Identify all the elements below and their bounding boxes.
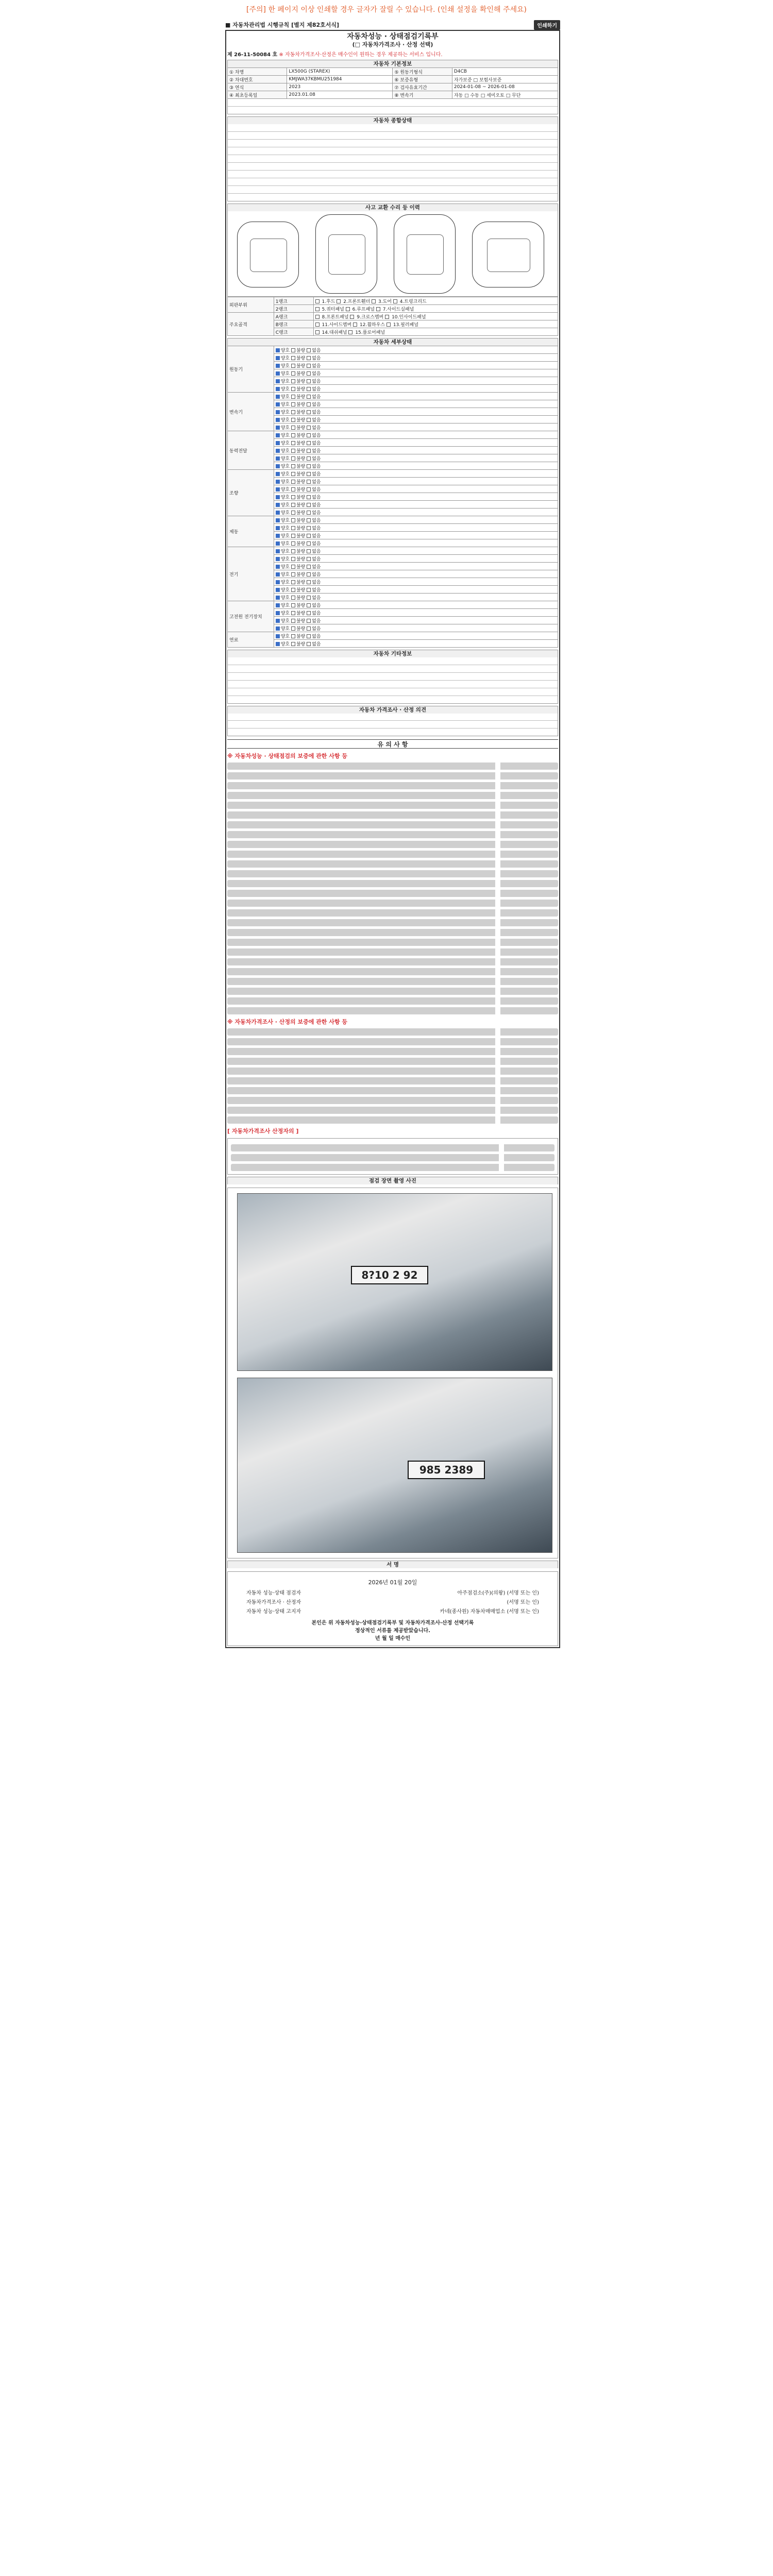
notice-line <box>227 900 558 907</box>
inspection-form <box>225 20 560 1642</box>
basic-info-value: KMJWA37KBMU251984 <box>287 76 393 83</box>
front-photo <box>237 1193 552 1371</box>
notice-line <box>227 997 558 1005</box>
basic-info-key: ④ 최초등록일 <box>228 91 287 99</box>
notice-line <box>227 880 558 887</box>
notice-line <box>227 762 558 770</box>
notice-line <box>227 1067 558 1075</box>
detail-row: 양호 불량 없음 <box>228 362 558 369</box>
detail-row: 양호 불량 없음 <box>228 555 558 563</box>
rank2-label: 2랭크 <box>274 305 313 313</box>
section-detail-status: 자동차 세부상태 <box>227 338 558 346</box>
section-other-info: 자동차 기타정보 <box>227 650 558 657</box>
notice-line <box>227 988 558 995</box>
detail-row: 양호 불량 없음 <box>228 400 558 408</box>
basic-info-key: ① 차명 <box>228 68 287 76</box>
detail-row: 양호 불량 없음 <box>228 408 558 416</box>
detail-row: 양호 불량 없음 <box>228 578 558 586</box>
buyer-confirm: 본인은 위 자동차성능·상태점검기록부 및 자동차가격조사·산정 선택기록 정상적인 서류를 제공받았습니다. 년 월 일 매수인 <box>311 1620 474 1642</box>
rank1-label: 1랭크 <box>274 297 313 305</box>
notice-body-inspection <box>227 762 558 1014</box>
notice-line <box>227 929 558 936</box>
notice-line <box>227 782 558 789</box>
form-header <box>225 20 560 30</box>
detail-row: 동력전달 양호 불량 없음 <box>228 431 558 439</box>
sign-rows <box>231 1587 554 1615</box>
notice-line <box>227 1116 558 1124</box>
sign-row: 자동차 성능·상태 고지자 카네(종사원) 자동차매매업소 (서명 또는 인) <box>246 1608 539 1615</box>
rank-b-label: B랭크 <box>274 320 313 328</box>
basic-info-extra-rows <box>227 99 558 114</box>
detail-row: 양호 불량 없음 <box>228 439 558 447</box>
detail-row: 양호 불량 없음 <box>228 416 558 423</box>
sign-row: 자동차 성능·상태 점검자 아주점검소(주)(의왕) (서명 또는 인) <box>246 1590 539 1596</box>
basic-info-value: 2024-01-08 ~ 2026-01-08 <box>452 83 558 91</box>
main-frame-label: 주요골격 <box>228 313 274 336</box>
form-number-line <box>227 50 558 58</box>
rear-plate: 985 2389 <box>408 1461 485 1479</box>
detail-row: 양호 불량 없음 <box>228 524 558 532</box>
basic-info-row <box>228 83 558 91</box>
detail-row: 양호 불량 없음 <box>228 624 558 632</box>
basic-info-value: 2023 <box>287 83 393 91</box>
detail-group-label: 조향 <box>228 470 274 516</box>
warning-banner: [주의] 한 페이지 이상 인쇄할 경우 글자가 잘릴 수 있습니다. (인쇄 설정을 확인해 주세요) <box>246 6 527 14</box>
notice-body-price <box>227 1028 558 1124</box>
outer-panel-label: 외판부위 <box>228 297 274 313</box>
detail-row: 양호 불량 없음 <box>228 385 558 393</box>
detail-row: 양호 불량 없음 <box>228 369 558 377</box>
other-info-table <box>227 657 558 704</box>
rank-c-label: C랭크 <box>274 328 313 336</box>
notice-line <box>227 919 558 926</box>
basic-info-value: D4CB <box>452 68 558 76</box>
detail-row: 양호 불량 없음 <box>228 563 558 570</box>
notice-line <box>227 958 558 965</box>
form-number: 제 26-11-50084 호 <box>227 52 278 58</box>
basic-info-key: ② 차대번호 <box>228 76 287 83</box>
notice-line <box>227 968 558 975</box>
basic-info-value: 2023.01.08 <box>287 91 393 99</box>
detail-status-table <box>227 346 558 648</box>
detail-row: 양호 불량 없음 <box>228 462 558 470</box>
notice-line <box>227 948 558 956</box>
notice-line <box>227 1028 558 1036</box>
general-status-table <box>227 124 558 201</box>
detail-group-label: 변속기 <box>228 393 274 431</box>
notice-line <box>227 841 558 848</box>
notice-title-inspection: ※ 자동차성능 · 상태점검의 보증에 관한 사항 등 <box>227 753 347 760</box>
detail-row: 양호 불량 없음 <box>228 509 558 516</box>
detail-row: 조향 양호 불량 없음 <box>228 470 558 478</box>
form-title-block <box>227 32 558 48</box>
detail-row: 양호 불량 없음 <box>228 594 558 601</box>
rear-photo <box>237 1378 552 1553</box>
section-basic-info: 자동차 기본정보 <box>227 60 558 67</box>
car-frame-view <box>394 214 456 294</box>
detail-row: 양호 불량 없음 <box>228 354 558 362</box>
detail-row: 양호 불량 없음 <box>228 493 558 501</box>
section-photos: 점검 장면 촬영 사진 <box>227 1177 558 1184</box>
detail-row: 전기 양호 불량 없음 <box>228 547 558 555</box>
detail-group-label: 제동 <box>228 516 274 547</box>
detail-row: 양호 불량 없음 <box>228 501 558 509</box>
notice-line <box>227 870 558 877</box>
inspection-photos <box>227 1188 558 1558</box>
basic-info-table <box>227 67 558 99</box>
detail-row: 제동 양호 불량 없음 <box>228 516 558 524</box>
notice-line <box>227 1107 558 1114</box>
detail-row: 고전원 전기장치 양호 불량 없음 <box>228 601 558 609</box>
basic-info-row <box>228 91 558 99</box>
basic-info-key: ⑤ 원동기형식 <box>393 68 452 76</box>
print-button[interactable]: 인쇄하기 <box>534 20 560 30</box>
notice-line <box>227 978 558 985</box>
notice-line <box>227 802 558 809</box>
basic-info-key: ③ 연식 <box>228 83 287 91</box>
section-general-status: 자동차 종합상태 <box>227 116 558 124</box>
basic-info-key: ⑦ 검사유효기간 <box>393 83 452 91</box>
rank-a-label: A랭크 <box>274 313 313 320</box>
form-frame <box>225 30 560 1648</box>
sign-row: 자동차가격조사 · 산정자 (서명 또는 인) <box>246 1599 539 1605</box>
basic-info-key: ⑧ 변속기 <box>393 91 452 99</box>
price-service-note: ※ 자동차가격조사·산정은 매수인이 원하는 경우 제공하는 서비스 입니다. <box>279 52 443 58</box>
form-subtitle: (□ 자동차가격조사 · 산정 선택) <box>352 41 433 48</box>
notice-title-price: ※ 자동차가격조사 · 산정의 보증에 관한 사항 등 <box>227 1019 347 1026</box>
notice-line <box>227 851 558 858</box>
basic-info-row <box>228 76 558 83</box>
appraiser-opinion-box <box>227 1138 558 1175</box>
notice-line <box>227 1077 558 1084</box>
notice-line <box>227 890 558 897</box>
detail-row: 연료 양호 불량 없음 <box>228 632 558 640</box>
sign-date: 2026년 01월 20일 <box>368 1579 417 1586</box>
notice-line <box>227 1048 558 1055</box>
basic-info-value: 자가보증 □ 보험사보증 <box>452 76 558 83</box>
notice-title-appraiser: [ 자동차가격조사 산정자의 ] <box>227 1128 299 1135</box>
notice-line <box>227 939 558 946</box>
notice-line <box>227 1058 558 1065</box>
notice-line <box>227 1007 558 1014</box>
notice-line <box>227 772 558 779</box>
notice-line <box>227 821 558 828</box>
detail-row: 양호 불량 없음 <box>228 539 558 547</box>
detail-row: 양호 불량 없음 <box>228 609 558 617</box>
form-code: ■ 자동차관리법 시행규칙 [별지 제82호서식] <box>225 22 340 28</box>
detail-group-label: 원동기 <box>228 346 274 393</box>
basic-info-key: ⑥ 보증유형 <box>393 76 452 83</box>
price-opinion-table <box>227 714 558 736</box>
detail-row: 양호 불량 없음 <box>228 640 558 648</box>
sign-box <box>227 1571 558 1646</box>
detail-row: 양호 불량 없음 <box>228 423 558 431</box>
detail-group-label: 고전원 전기장치 <box>228 601 274 632</box>
accident-rank-table: 외판부위 1랭크 1.후드 2.프론트휀더 3.도어 4.트렁크리드 2랭크 5.쿼터패널 6.루프패널 7.사이드실패널 주요골격 A랭크 8.프론트패널 9.크로스멤버 10.인사이드패널 B랭크 11.사이드멤버 12.휠하우스 13.필러패널 C랭크 14.대쉬패널 15.플로어패널 <box>227 297 558 336</box>
detail-group-label: 연료 <box>228 632 274 648</box>
notice-line <box>227 909 558 917</box>
car-right-view <box>472 222 544 287</box>
form-title: 자동차성능 · 상태점검기록부 <box>347 32 439 41</box>
notice-line <box>227 831 558 838</box>
section-accident-history: 사고 교환 수리 등 이력 <box>227 204 558 211</box>
basic-info-row <box>228 68 558 76</box>
notice-line <box>227 792 558 799</box>
basic-info-value: LX500G (STAREX) <box>287 68 393 76</box>
detail-row: 변속기 양호 불량 없음 <box>228 393 558 400</box>
notice-line <box>227 1087 558 1094</box>
detail-row: 원동기 양호 불량 없음 <box>228 346 558 354</box>
notice-line <box>227 860 558 868</box>
detail-row: 양호 불량 없음 <box>228 478 558 485</box>
detail-row: 양호 불량 없음 <box>228 570 558 578</box>
car-top-view <box>315 214 377 294</box>
detail-row: 양호 불량 없음 <box>228 377 558 385</box>
detail-row: 양호 불량 없음 <box>228 454 558 462</box>
detail-row: 양호 불량 없음 <box>228 586 558 594</box>
detail-group-label: 동력전달 <box>228 431 274 470</box>
detail-row: 양호 불량 없음 <box>228 532 558 539</box>
car-left-view <box>237 222 299 287</box>
notice-line <box>227 1097 558 1104</box>
basic-info-value: 자동 □ 수동 □ 세미오토 □ 무단 <box>452 91 558 99</box>
detail-row: 양호 불량 없음 <box>228 485 558 493</box>
detail-group-label: 전기 <box>228 547 274 601</box>
notice-heading: 유 의 사 항 <box>227 739 558 749</box>
section-sign: 서 명 <box>227 1561 558 1568</box>
vehicle-damage-diagram <box>227 211 558 297</box>
detail-row: 양호 불량 없음 <box>228 617 558 624</box>
notice-line <box>227 1038 558 1045</box>
section-price-opinion: 자동차 가격조사 · 산정 의견 <box>227 706 558 714</box>
front-plate: 8?10 2 92 <box>351 1266 428 1284</box>
detail-row: 양호 불량 없음 <box>228 447 558 454</box>
notice-line <box>227 811 558 819</box>
